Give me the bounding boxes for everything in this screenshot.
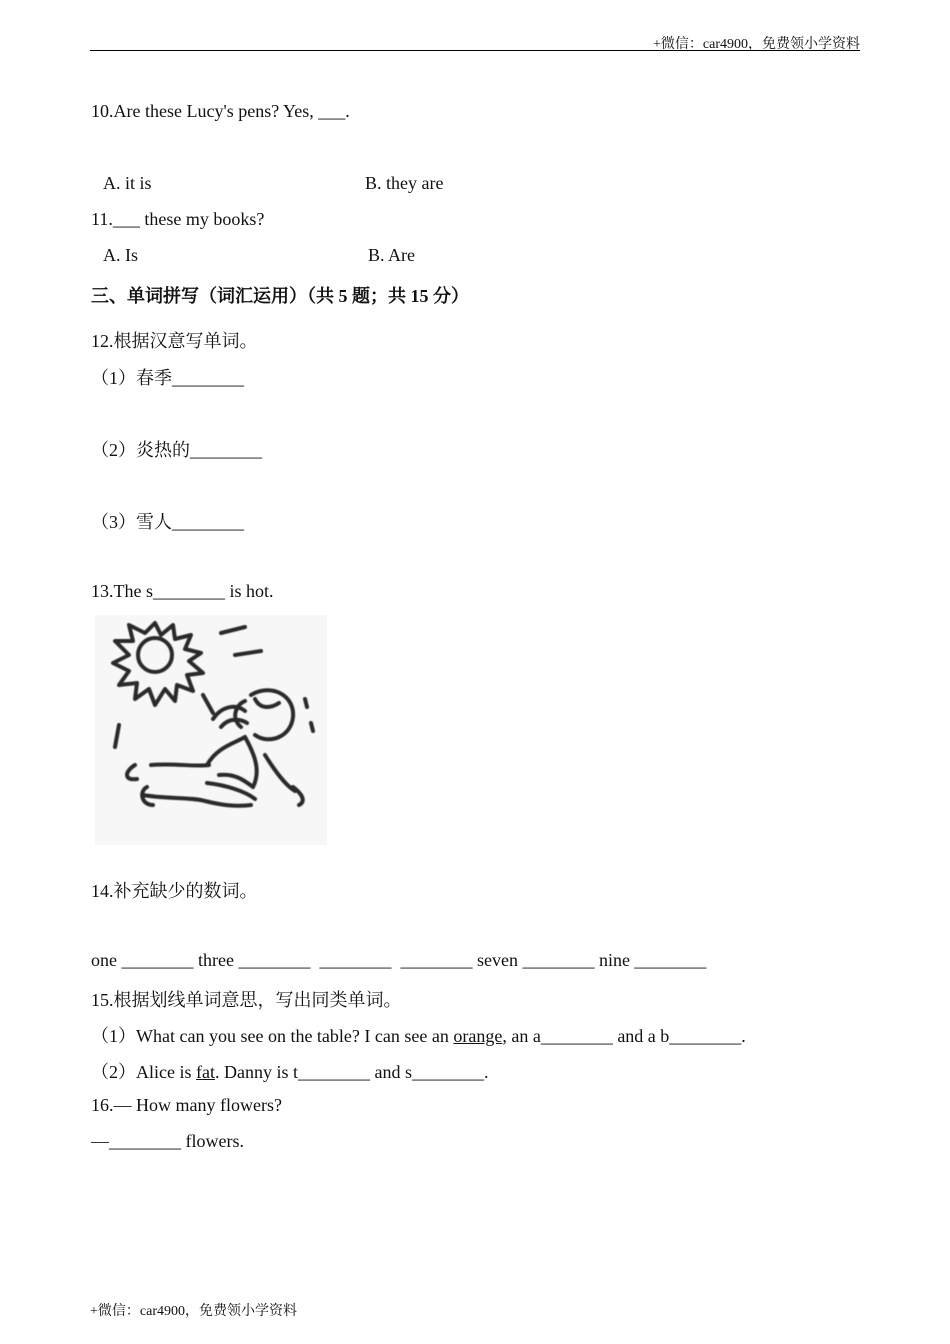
q16-stem: 16.— How many flowers? <box>91 1095 282 1115</box>
sun-boy-illustration <box>95 615 327 845</box>
q11-stem: 11.___ these my books? <box>91 209 265 229</box>
q10-option-a: A. it is <box>103 173 152 193</box>
q12-item-2: （2）炎热的________ <box>91 440 262 460</box>
q12-item-3: （3）雪人________ <box>91 512 244 532</box>
q16-answer: —________ flowers. <box>91 1131 244 1151</box>
q15-item-2 <box>91 1058 488 1084</box>
q15-item-1-post: , an a________ and a b________. <box>502 1026 746 1046</box>
q10-option-b: B. they are <box>365 173 444 193</box>
q15-item-1-underlined-word: orange <box>453 1026 503 1046</box>
q12-stem: 12.根据汉意写单词。 <box>91 331 258 351</box>
q12-item-1: （1）春季________ <box>91 368 244 388</box>
q14-sequence: one ________ three ________ ________ ________ seven ________ nine ________ <box>91 950 707 970</box>
q11-option-a: A. Is <box>103 245 138 265</box>
q15-item-1 <box>91 1022 746 1048</box>
q15-item-2-underlined-word: fat <box>196 1062 215 1082</box>
q15-item-2-pre: （2）Alice is <box>91 1062 196 1082</box>
header-text: +微信：car4900，免费领小学资料 <box>653 37 860 52</box>
q15-stem: 15.根据划线单词意思，写出同类单词。 <box>91 990 402 1010</box>
q14-stem: 14.补充缺少的数词。 <box>91 881 258 901</box>
q13-stem: 13.The s________ is hot. <box>91 581 274 601</box>
section-title: 三、单词拼写（词汇运用）（共 5 题；共 15 分） <box>91 286 469 306</box>
q15-item-1-pre: （1）What can you see on the table? I can see an <box>91 1026 454 1046</box>
q15-item-2-post: . Danny is t________ and s________. <box>214 1062 489 1082</box>
header-rule <box>90 50 860 51</box>
q11-option-b: B. Are <box>368 245 415 265</box>
q10-stem: 10.Are these Lucy's pens? Yes, ___. <box>91 101 350 121</box>
footer-text: +微信：car4900，免费领小学资料 <box>90 1304 297 1319</box>
